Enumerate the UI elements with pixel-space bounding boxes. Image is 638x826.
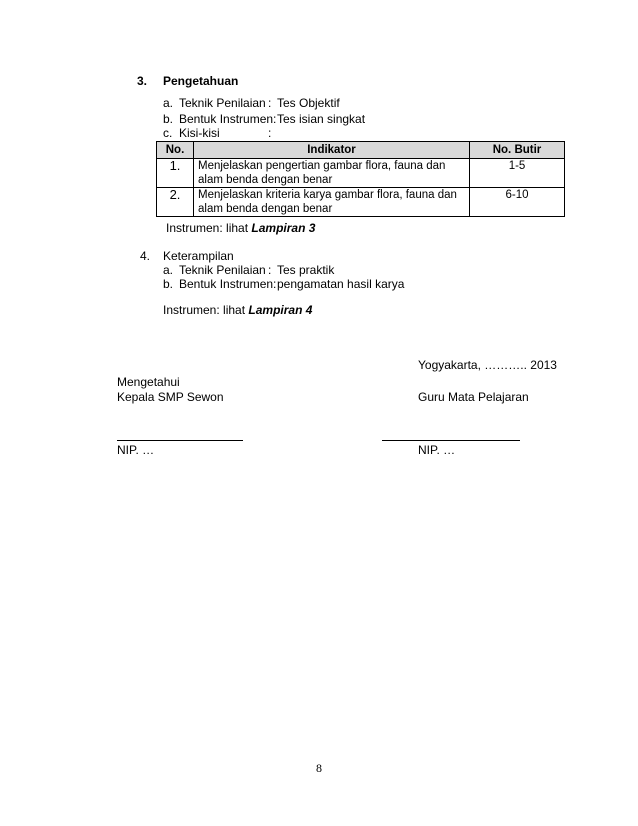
section-3-item-c-sep: : [268,126,272,140]
right-nip: NIP. … [418,443,456,457]
section-3-item-a-value: Tes Objektif [277,96,340,110]
section-4-item-a-value: Tes praktik [277,263,335,277]
section-4-title: Keterampilan [163,249,234,263]
row-indicator-line2: alam benda dengan benar [198,203,333,215]
section-4-item-b-value: pengamatan hasil karya [277,277,405,291]
section-4-number: 4. [140,249,151,263]
section-3-item-a-label: Teknik Penilaian [179,96,266,110]
section-3-item-a-sep: : [268,96,272,110]
row-indicator [194,188,470,217]
section-3-item-c-label: Kisi-kisi [179,126,220,140]
section-3-item-b-label: Bentuk Instrumen: [179,112,277,126]
section-4-item-b-label: Bentuk Instrumen: [179,277,277,291]
right-label-guru: Guru Mata Pelajaran [418,390,529,404]
row-no: 1. [157,159,194,188]
right-signature-line [382,440,520,441]
left-label-kepala: Kepala SMP Sewon [117,390,224,404]
table-row [157,159,565,188]
section-3-item-c-letter: c. [163,126,173,140]
left-label-mengetahui: Mengetahui [117,375,180,389]
header-no: No. [157,142,194,159]
section-4-instrument-line [163,303,312,317]
section-3-number: 3. [137,74,148,88]
left-nip: NIP. … [117,443,155,457]
section-4-instrument-ref: Lampiran 4 [248,303,313,317]
header-no-butir: No. Butir [470,142,565,159]
row-butir: 1-5 [470,159,565,188]
section-4-item-a-label: Teknik Penilaian [179,263,266,277]
section-3-instrument-line [166,221,315,235]
header-indikator: Indikator [194,142,470,159]
row-indicator-line1: Menjelaskan kriteria karya gambar flora, fauna dan [198,189,457,201]
section-4-item-a-sep: : [268,263,272,277]
section-3-item-a-letter: a. [163,96,174,110]
row-indicator-line2: alam benda dengan benar [198,174,333,186]
row-no: 2. [157,188,194,217]
row-indicator-line1: Menjelaskan pengertian gambar flora, fauna dan [198,160,446,172]
place-date: Yogyakarta, ……….. 2013 [418,358,557,372]
section-3-instrument-prefix: Instrumen: lihat [166,221,249,235]
left-signature-line [117,440,243,441]
row-butir: 6-10 [470,188,565,217]
row-indicator [194,159,470,188]
section-4-item-b-letter: b. [163,277,174,291]
page-number: 8 [316,761,322,775]
section-3-title: Pengetahuan [163,74,239,88]
section-3-item-b-letter: b. [163,112,174,126]
section-3-item-b-value: Tes isian singkat [277,112,366,126]
section-4-instrument-prefix: Instrumen: lihat [163,303,246,317]
section-3-instrument-ref: Lampiran 3 [251,221,316,235]
section-4-item-a-letter: a. [163,263,174,277]
table-row [157,188,565,217]
table-header-row [157,142,565,159]
kisi-kisi-table [156,141,565,217]
